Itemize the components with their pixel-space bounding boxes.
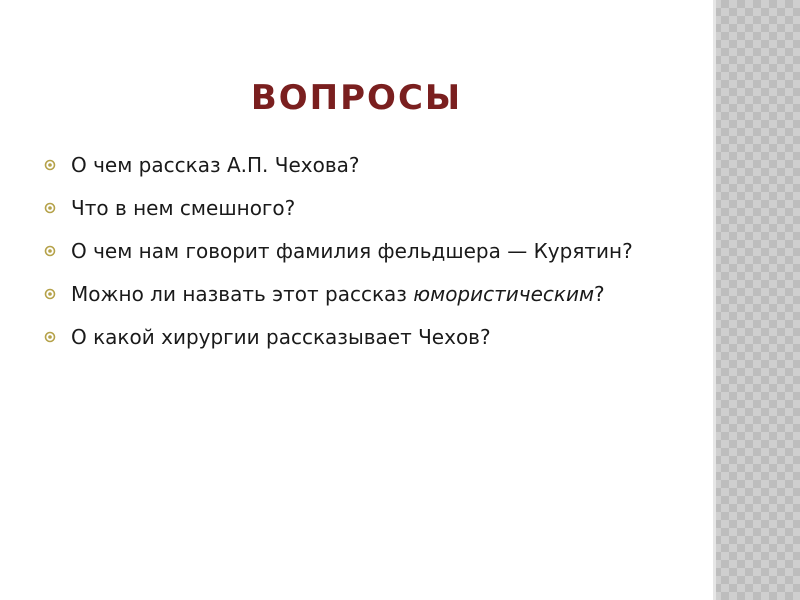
circle-bullet-icon (44, 331, 56, 343)
slide-title: ВОПРОСЫ (250, 78, 463, 118)
list-item (44, 322, 660, 352)
bullet-text: Что в нем смешного? (71, 196, 296, 220)
list-item (44, 279, 660, 309)
circle-bullet-icon (44, 202, 56, 214)
bullet-list (44, 150, 660, 365)
circle-bullet-icon (44, 288, 56, 300)
bullet-text: О какой хирургии рассказывает Чехов? (71, 325, 491, 349)
bullet-emphasis: юмористическим (413, 282, 595, 306)
bullet-text: О чем нам говорит фамилия фельдшера — Курятин? (71, 239, 633, 263)
list-item (44, 193, 660, 223)
bullet-text: Можно ли назвать этот рассказ (71, 282, 414, 306)
circle-bullet-icon (44, 159, 56, 171)
list-item (44, 236, 660, 266)
circle-bullet-icon (44, 245, 56, 257)
list-item (44, 150, 660, 180)
decorative-side-band (713, 0, 800, 600)
bullet-text: О чем рассказ А.П. Чехова? (71, 153, 360, 177)
bullet-text-end: ? (594, 282, 605, 306)
